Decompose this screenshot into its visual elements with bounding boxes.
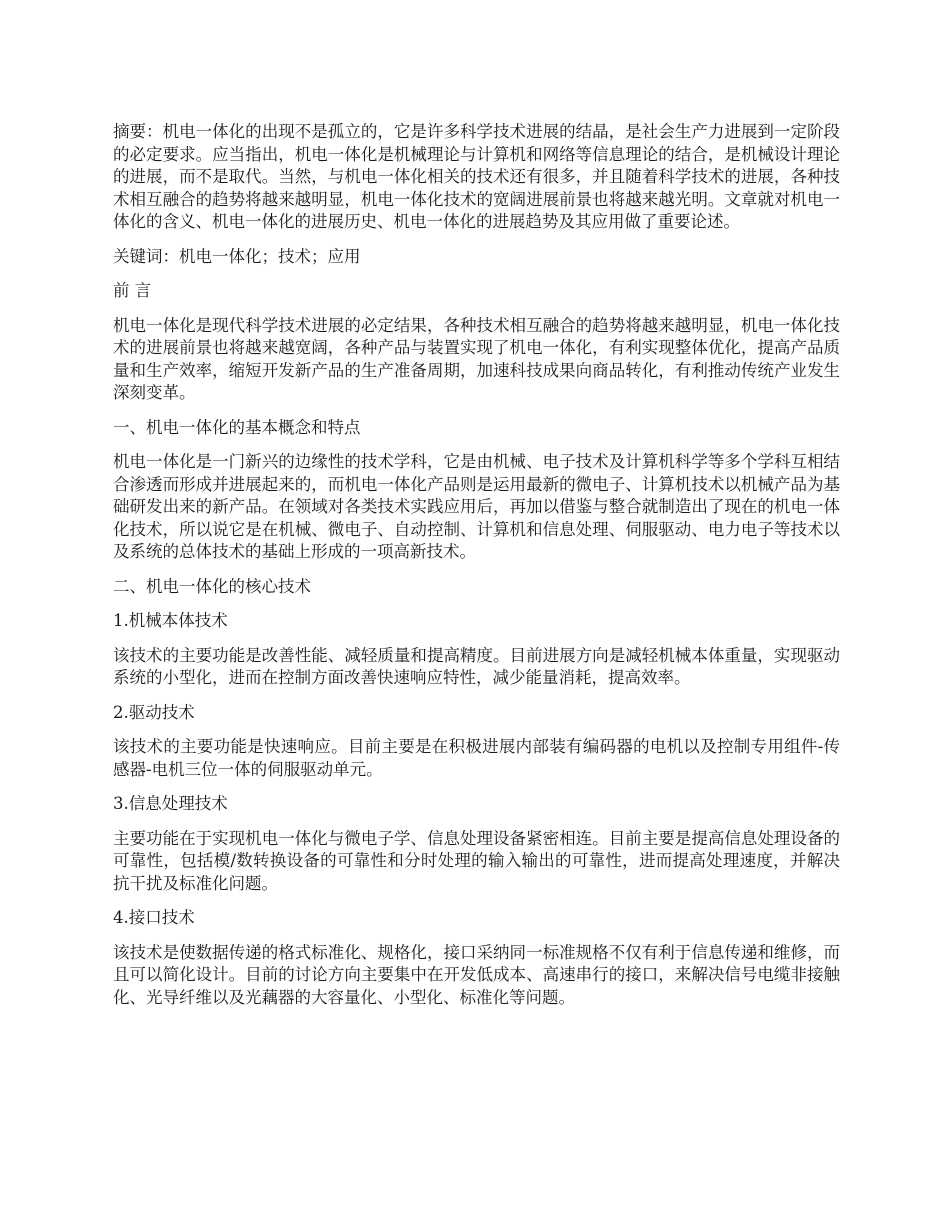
subsection-1-heading: 1.机械本体技术 bbox=[113, 611, 228, 630]
preface-paragraph: 机电一体化是现代科学技术进展的必定结果，各种技术相互融合的趋势将越来越明显，机电一体化技术的进展前景也将越来越宽阔，各种产品与装置实现了机电一体化，有利实现整体优化，提高产品质量和生产效率，缩短开发新产品的生产准备周期，加速科技成果向商品转化，有利推动传统产业发生深刻变革。 bbox=[113, 315, 840, 402]
keywords-line: 关键词：机电一体化；技术；应用 bbox=[113, 246, 361, 266]
document-body bbox=[113, 121, 840, 1021]
section-1-heading: 一、机电一体化的基本概念和特点 bbox=[113, 417, 361, 437]
subsection-3-heading: 3.信息处理技术 bbox=[113, 794, 228, 813]
subsection-2-heading: 2.驱动技术 bbox=[113, 702, 195, 722]
preface-heading: 前 言 bbox=[113, 281, 152, 300]
section-2-heading: 二、机电一体化的核心技术 bbox=[113, 576, 311, 596]
subsection-4-heading: 4.接口技术 bbox=[113, 908, 195, 927]
abstract-paragraph: 摘要：机电一体化的出现不是孤立的，它是许多科学技术进展的结晶，是社会生产力进展到一定阶段的必定要求。应当指出，机电一体化是机械理论与计算机和网络等信息理论的结合，是机械设计理论的进展，而不是取代。当然，与机电一体化相关的技术还有很多，并且随着科学技术的进展，各种技术相互融合的趋势将越来越明显，机电一体化技术的宽阔进展前景也将越来越光明。文章就对机电一体化的含义、机电一体化的进展历史、机电一体化的进展趋势及其应用做了重要论述。 bbox=[113, 122, 840, 231]
subsection-3-paragraph: 主要功能在于实现机电一体化与微电子学、信息处理设备紧密相连。目前主要是提高信息处理设备的可靠性，包括模/数转换设备的可靠性和分时处理的输入输出的可靠性，进而提高处理速度，并解决抗干扰及标准化问题。 bbox=[113, 828, 840, 893]
subsection-2-paragraph: 该技术的主要功能是快速响应。目前主要是在积极进展内部装有编码器的电机以及控制专用组件-传感器-电机三位一体的伺服驱动单元。 bbox=[113, 737, 840, 779]
section-1-paragraph: 机电一体化是一门新兴的边缘性的技术学科，它是由机械、电子技术及计算机科学等多个学科互相结合渗透而形成并进展起来的，而机电一体化产品则是运用最新的微电子、计算机技术以机械产品为基础研发出来的新产品。在领域对各类技术实践应用后，再加以借鉴与整合就制造出了现在的机电一体化技术，所以说它是在机械、微电子、自动控制、计算机和信息处理、伺服驱动、电力电子等技术以及系统的总体技术的基础上形成的一项高新技术。 bbox=[113, 452, 840, 561]
subsection-1-paragraph: 该技术的主要功能是改善性能、减轻质量和提高精度。目前进展方向是减轻机械本体重量，实现驱动系统的小型化，进而在控制方面改善快速响应特性，减少能量消耗，提高效率。 bbox=[113, 645, 840, 687]
subsection-4-paragraph: 该技术是使数据传递的格式标准化、规格化，接口采纳同一标准规格不仅有利于信息传递和维修，而且可以简化设计。目前的讨论方向主要集中在开发低成本、高速串行的接口，来解决信号电缆非接触化、光导纤维以及光藕器的大容量化、小型化、标准化等问题。 bbox=[113, 942, 840, 1007]
